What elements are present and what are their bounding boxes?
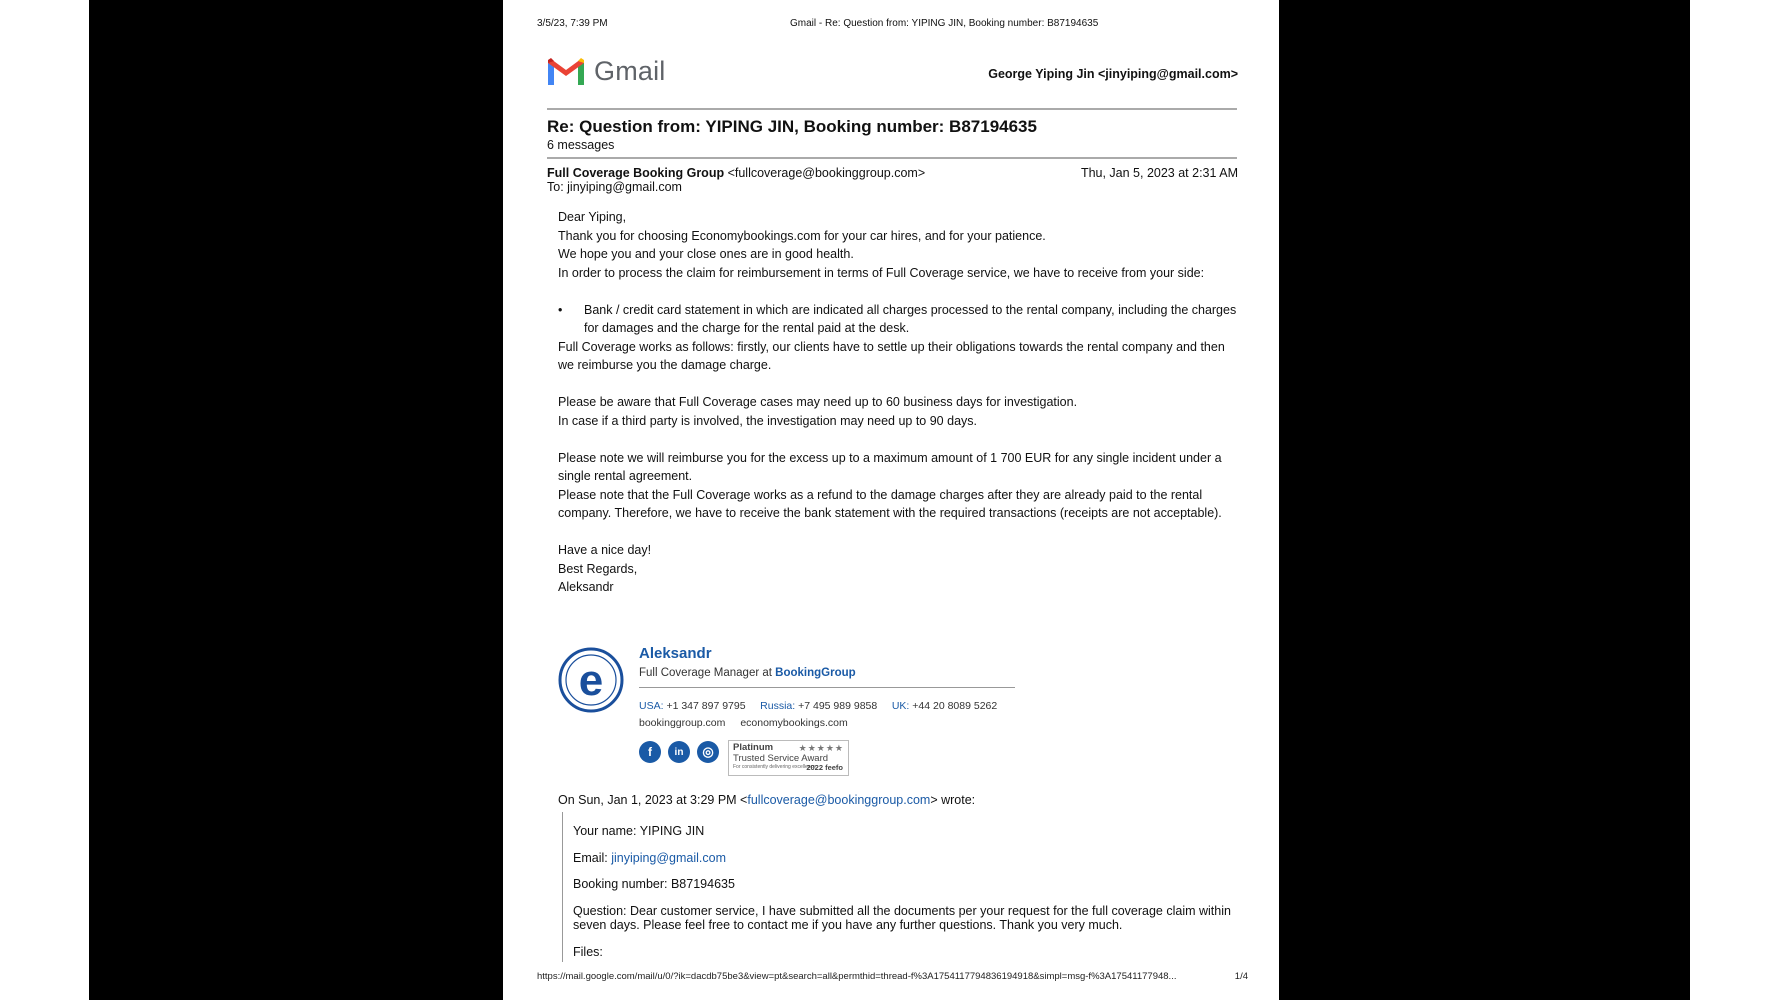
quoted-email-link[interactable]: jinyiping@gmail.com — [611, 850, 727, 865]
right-black-margin — [1279, 0, 1690, 1000]
quoted-email-line — [573, 851, 1253, 866]
greeting: Dear Yiping, — [558, 210, 627, 224]
subject-divider — [547, 157, 1237, 159]
sender-line — [547, 166, 925, 180]
phone-uk[interactable]: +44 20 8089 5262 — [912, 700, 998, 712]
sender-email: <fullcoverage@bookinggroup.com> — [727, 166, 926, 180]
quoted-intro — [558, 793, 975, 807]
header-divider — [547, 108, 1237, 110]
print-title: Gmail - Re: Question from: YIPING JIN, Booking number: B87194635 — [790, 18, 1099, 29]
left-black-margin — [89, 0, 503, 1000]
body-paragraph: Full Coverage works as follows: firstly, our clients have to settle up their obligations towards the rental company and then we reimburse you the damage charge. — [558, 339, 1225, 372]
message-count: 6 messages — [547, 138, 615, 152]
phone-label-usa: USA: — [639, 700, 664, 712]
website-link[interactable]: bookinggroup.com — [639, 717, 726, 729]
signature-divider — [639, 687, 1015, 688]
body-paragraph: Please be aware that Full Coverage cases may need up to 60 business days for investigation. — [558, 395, 1078, 409]
signature-title — [639, 667, 856, 679]
quoted-message — [562, 812, 1253, 962]
recipient-line: To: jinyiping@gmail.com — [547, 180, 682, 194]
closing: Have a nice day! — [558, 543, 652, 557]
body-paragraph: Please note that the Full Coverage works as a refund to the damage charges after they are already paid to the rental company. Therefore, we have to receive the bank statement with the required transactions (receipts are not acceptable). — [558, 487, 1222, 520]
body-paragraph: In order to process the claim for reimbursement in terms of Full Coverage service, we have to receive from your side: — [558, 265, 1205, 280]
award-level: Platinum — [733, 742, 774, 753]
award-stars: ★★★★★ — [798, 743, 844, 753]
message-date: Thu, Jan 5, 2023 at 2:31 AM — [1080, 166, 1238, 180]
signature-phones — [639, 700, 997, 712]
quoted-files: Files: — [573, 944, 603, 959]
signature-company: BookingGroup — [775, 667, 856, 679]
bullet-mark: • — [558, 302, 563, 317]
phone-russia[interactable]: +7 495 989 9858 — [798, 700, 878, 712]
print-page-number: 1/4 — [1234, 971, 1248, 982]
sender-name: Full Coverage Booking Group — [547, 166, 725, 180]
bullet-text: Bank / credit card statement in which are indicated all charges processed to the rental company, including the charges for damages and the charge for the rental paid at the desk. — [584, 302, 1237, 335]
body-paragraph: Thank you for choosing Economybookings.com for your car hires, and for your patience. — [558, 228, 1046, 243]
facebook-icon[interactable]: f — [639, 741, 661, 763]
quoted-intro-suffix: > wrote: — [930, 793, 976, 807]
quoted-question: Question: Dear customer service, I have submitted all the documents per your request for the full coverage claim within seven days. Please feel free to contact me if you have any further questions. Thank you very much. — [573, 903, 1231, 932]
message-body — [558, 208, 1238, 597]
quoted-sender-email-link[interactable]: fullcoverage@bookinggroup.com — [747, 793, 931, 807]
body-paragraph: Please note we will reimburse you for the excess up to a maximum amount of 1 700 EUR for any single incident under a single rental agreement. — [558, 450, 1222, 483]
account-name: George Yiping Jin <jinyiping@gmail.com> — [988, 67, 1238, 81]
logo-letter: e — [578, 656, 604, 705]
print-footer-url: https://mail.google.com/mail/u/0/?ik=dacdb75be3&view=pt&search=all&permthid=thread-f%3A1754117794836194918&simpl=msg-f%3A17541177948... — [537, 971, 1177, 982]
quoted-email-label: Email: — [573, 850, 612, 865]
body-paragraph: We hope you and your close ones are in good health. — [558, 247, 854, 261]
closing: Best Regards, — [558, 561, 638, 576]
phone-label-uk: UK: — [891, 700, 910, 712]
thread-subject: Re: Question from: YIPING JIN, Booking number: B87194635 — [547, 117, 1037, 136]
economybookings-logo-icon — [558, 647, 624, 713]
phone-label-russia: Russia: — [760, 700, 796, 712]
award-year: 2022 feefo — [806, 762, 843, 772]
signature-role: Full Coverage Manager at — [639, 667, 776, 679]
bullet-item — [558, 301, 1238, 338]
signature-name: Aleksandr — [639, 645, 712, 662]
website-link[interactable]: economybookings.com — [740, 717, 848, 729]
signature-websites — [639, 717, 860, 729]
award-name: Trusted Service Award — [733, 752, 829, 764]
print-date: 3/5/23, 7:39 PM — [537, 18, 608, 29]
trusted-service-award-badge — [728, 740, 849, 776]
linkedin-icon[interactable]: in — [668, 741, 690, 763]
gmail-wordmark: Gmail — [594, 56, 666, 86]
instagram-icon[interactable]: ◎ — [697, 741, 719, 763]
gmail-m-icon — [546, 57, 586, 87]
print-page — [503, 0, 1279, 1000]
body-paragraph: In case if a third party is involved, the investigation may need up to 90 days. — [558, 413, 977, 428]
gmail-logo — [546, 56, 666, 87]
quoted-intro-prefix: On Sun, Jan 1, 2023 at 3:29 PM < — [558, 793, 748, 807]
quoted-name: Your name: YIPING JIN — [573, 824, 705, 838]
award-small-text: For consistently delivering excellence — [733, 764, 816, 770]
phone-usa[interactable]: +1 347 897 9795 — [666, 700, 746, 712]
closing: Aleksandr — [558, 580, 614, 594]
quoted-booking-number: Booking number: B87194635 — [573, 877, 735, 891]
